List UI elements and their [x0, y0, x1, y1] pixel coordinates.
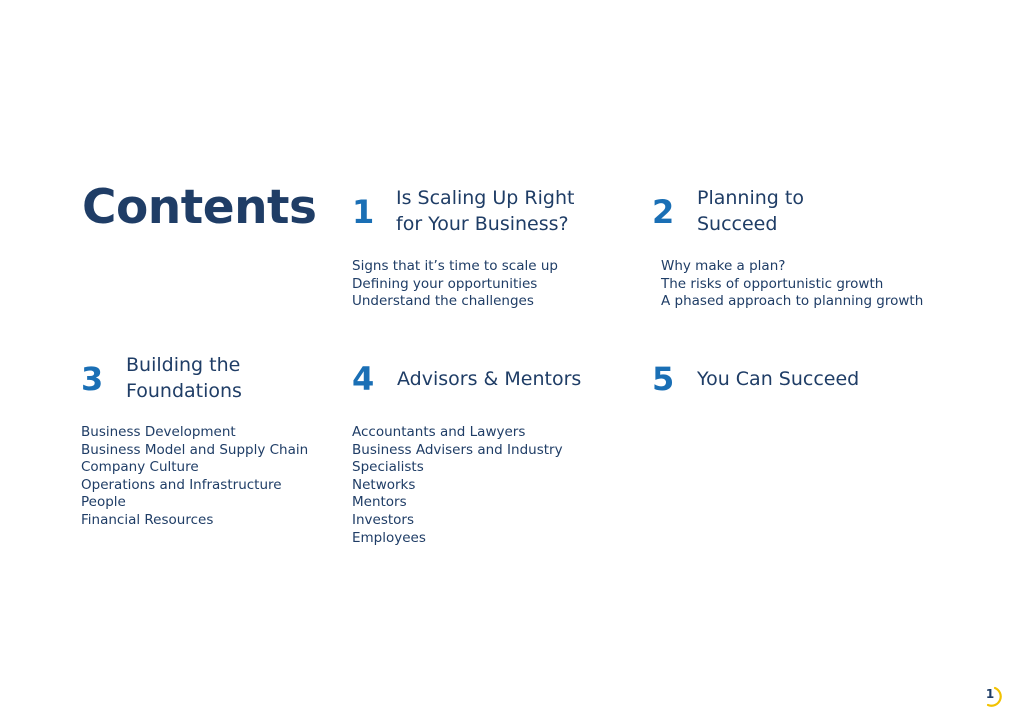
list-item[interactable]: Business Model and Supply Chain — [81, 441, 309, 458]
section-title[interactable]: Is Scaling Up Right for Your Business? — [396, 187, 575, 235]
section-title[interactable]: You Can Succeed — [697, 368, 860, 390]
section-number: 2 — [652, 193, 675, 231]
list-item[interactable]: Understand the challenges — [352, 293, 534, 310]
list-item[interactable]: Mentors — [352, 494, 407, 511]
section-items — [81, 424, 308, 530]
page-number — [979, 684, 1005, 710]
list-item[interactable]: Employees — [352, 529, 426, 546]
section-title[interactable]: Building the Foundations — [126, 354, 242, 402]
list-item[interactable]: Investors — [352, 511, 415, 528]
list-item[interactable]: Accountants and Lawyers — [352, 424, 526, 440]
section-number: 1 — [352, 193, 375, 231]
list-item[interactable]: Company Culture — [81, 459, 199, 476]
section-items — [661, 258, 923, 311]
section-number: 3 — [81, 360, 104, 398]
section-items — [352, 258, 558, 311]
list-item[interactable]: The risks of opportunistic growth — [661, 275, 884, 292]
list-item[interactable]: Specialists — [352, 459, 424, 476]
section-number: 5 — [652, 360, 675, 398]
section-items — [352, 424, 563, 547]
list-item[interactable]: Networks — [352, 476, 416, 493]
list-item[interactable]: Business Development — [81, 424, 236, 440]
page-number-label: 1 — [985, 687, 995, 701]
section-title[interactable]: Planning to Succeed — [697, 187, 804, 235]
list-item[interactable]: Why make a plan? — [661, 258, 786, 274]
list-item[interactable]: Operations and Infrastructure — [81, 476, 282, 493]
section-number: 4 — [352, 360, 375, 398]
page-title: Contents — [82, 180, 317, 235]
list-item[interactable]: Business Advisers and Industry — [352, 441, 563, 458]
section-title[interactable]: Advisors & Mentors — [397, 368, 582, 390]
list-item[interactable]: Defining your opportunities — [352, 275, 538, 292]
list-item[interactable]: People — [81, 494, 126, 511]
list-item[interactable]: Signs that it’s time to scale up — [352, 258, 558, 274]
list-item[interactable]: Financial Resources — [81, 511, 214, 528]
list-item[interactable]: A phased approach to planning growth — [661, 293, 924, 310]
